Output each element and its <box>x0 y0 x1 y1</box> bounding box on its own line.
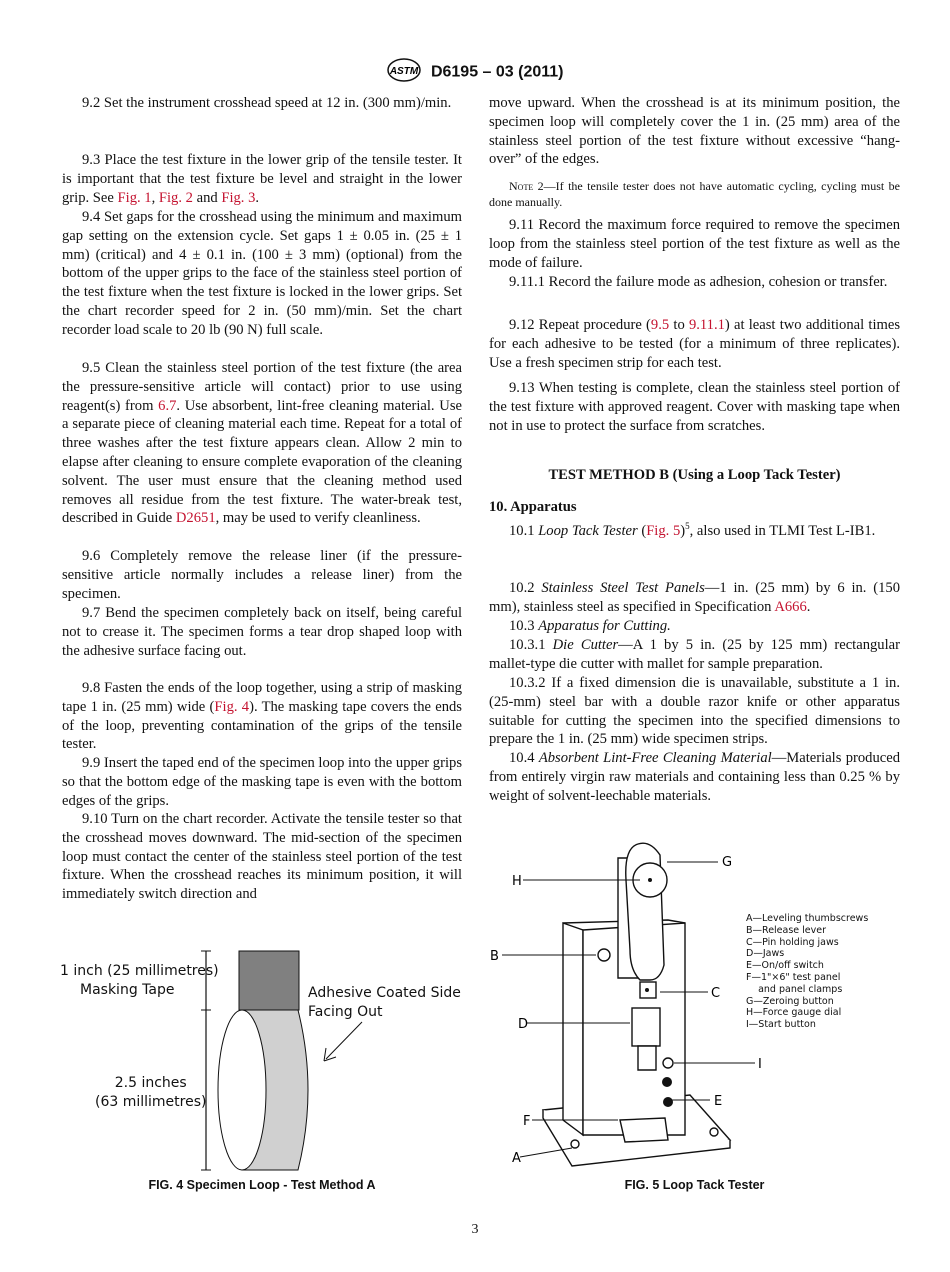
text-run: ). The masking tape covers the ends of the loop, preventing contamination of the grips of the tensile tester. <box>62 698 462 753</box>
section-9-8 <box>62 679 462 754</box>
text-run: —Materials produced from entirely virgin raw materials and containing less than 0.25 % by weight of solvent-leechable materials. <box>489 750 901 804</box>
cross-reference-link[interactable]: 9.11.1 <box>688 317 725 333</box>
text-run: Stainless Steel Test Panels <box>541 580 705 596</box>
callout-f: F <box>523 1114 531 1129</box>
cross-reference-link[interactable]: Fig. 3 <box>221 189 256 206</box>
text-run: 9.8 Fasten the ends of the loop together, using a strip of masking tape 1 in. (25 mm) wide ( <box>62 680 462 715</box>
text-run: , may be used to verify cleanliness. <box>215 510 421 527</box>
adhesive-side-label: Adhesive Coated Side <box>308 985 461 1001</box>
text-run: Loop Tack Tester <box>538 523 638 539</box>
masking-tape-label: Masking Tape <box>80 982 175 998</box>
legend-item: C—Pin holding jaws <box>746 936 839 948</box>
section-9-11-1 <box>489 273 900 292</box>
cross-reference-link[interactable]: Fig. 5 <box>646 523 681 539</box>
section-9-13 <box>489 379 900 435</box>
text-run: 9.11 Record the maximum force required to remove the specimen loop from the stainless steel portion of the test fixture as well as the mode of failure. <box>489 217 900 271</box>
text-run: Note <box>509 179 534 193</box>
astm-logo <box>387 58 421 87</box>
text-run: Die Cutter <box>552 637 619 653</box>
text-run: 9.12 Repeat procedure ( <box>509 317 651 333</box>
callout-g: G <box>722 855 733 870</box>
callout-b: B <box>490 949 499 964</box>
figure-5-legend <box>746 913 868 1031</box>
text-run: Absorbent Lint-Free Cleaning Material <box>538 750 772 766</box>
section-9-3 <box>62 151 462 207</box>
text-run: . <box>806 598 811 615</box>
section-10-3-2 <box>489 674 900 749</box>
legend-item: B—Release lever <box>746 924 827 936</box>
text-run: 9.7 Bend the specimen completely back on itself, being careful not to crease it. The specimen forms a tear drop shaped loop with the adhesive surface facing out. <box>62 605 462 659</box>
section-9-9 <box>62 754 462 810</box>
section-10-2 <box>489 579 900 617</box>
callout-i: I <box>758 1057 762 1072</box>
text-run: ) at least two additional times for each adhesive to be tested (for a minimum of three replicates). Use a fresh specimen strip for each test. <box>489 317 901 371</box>
text-run: —A 1 by 5 in. (25 by 125 mm) rectangular mallet-type die cutter with mallet for sample preparation. <box>489 637 900 672</box>
document-id: D6195 – 03 (2011) <box>430 63 564 81</box>
text-run: 9.11.1 Record the failure mode as adhesion, cohesion or transfer. <box>509 274 888 290</box>
figure-4-specimen-loop <box>40 940 470 1180</box>
text-run: 9.2 Set the instrument crosshead speed at 12 in. (300 mm)/min. <box>82 95 452 111</box>
text-run: 9.10 Turn on the chart recorder. Activate the tensile tester so that the crosshead moves downward. The mid-section of the specimen loop must contact the center of the stainless steel portion of the test fixture. When the crosshead reaches its minimum position, it will immediately switch direction and <box>62 811 462 903</box>
text-run: 5 <box>685 521 690 532</box>
legend-item: D—Jaws <box>746 948 785 960</box>
facing-out-label: Facing Out <box>308 1004 383 1020</box>
text-run: . Use absorbent, lint-free cleaning material. Use a separate piece of cleaning material each time. Repeat for a total of three washes after the test fixture appears clean. Allow 2 min to elapse after cleaning to ensure complete evaporation of the cleaning solvent. The user must ensure that the cleaning method used removes all residue from the test fixture. The water-break test, described in Guide <box>62 397 462 527</box>
text-run: 9.9 Insert the taped end of the specimen loop into the upper grips so that the bottom edge of the masking tape is even with the bottom edges of the grips. <box>62 755 462 809</box>
section-9-2 <box>62 94 462 113</box>
note-2 <box>489 178 900 210</box>
section-9-10 <box>62 810 462 904</box>
svg-text:ASTM: ASTM <box>389 66 418 77</box>
text-run: —1 in. (25 mm) by 6 in. (150 mm), stainless steel as specified in Specification <box>489 580 901 615</box>
text-run: 2—If the tensile tester does not have automatic cycling, cycling must be done manually. <box>489 179 900 209</box>
text-run: 10.3.1 <box>509 637 553 653</box>
text-run: , also used in TLMI Test L-IB1. <box>689 523 876 539</box>
page-header <box>0 58 950 87</box>
legend-item: H—Force gauge dial <box>746 1007 842 1019</box>
text-run: 10.3.2 If a fixed dimension die is unavailable, substitute a 1 in. (25-mm) steel bar with a double razor knife or other apparatus suitable for cutting the specimen into the specified dimensions to prepare the 1 in. (25 mm) wide specimen strips. <box>489 675 900 748</box>
legend-item: E—On/off switch <box>746 960 824 972</box>
figure-5-loop-tack-tester <box>490 820 910 1180</box>
text-run: ) <box>680 523 686 539</box>
text-run: 10.4 <box>509 750 539 766</box>
section-10-3 <box>489 617 900 636</box>
text-run: move upward. When the crosshead is at its minimum position, the specimen loop will completely cover the 1 in. (25 mm) area of the stainless steel portion of the test fixture without excessive “hang-over” of the edges. <box>489 95 900 168</box>
callout-d: D <box>518 1017 529 1032</box>
text-run: 9.4 Set gaps for the crosshead using the minimum and maximum gap setting on the extension cycle. Set gaps 1 ± 0.05 in. (25 ± 1 mm) (critical) and 4 ± 0.1 in. (100 ± 3 mm) (optional) from the bottom of the upper grips to the face of the stainless steel portion of the test fixture when the test fixture is locked in the lower grips. Set the chart recorder speed for 2 in. (50 mm)/min. Set the chart recorder load scale to 20 lb (90 N) full scale. <box>62 209 462 338</box>
page-number: 3 <box>471 1222 479 1237</box>
callout-c: C <box>711 986 721 1001</box>
section-10-1 <box>489 522 900 541</box>
section-9-6 <box>62 547 462 603</box>
text-run: 10.2 <box>509 580 542 596</box>
section-9-10-cont <box>489 94 900 169</box>
cross-reference-link[interactable]: Fig. 2 <box>158 189 193 206</box>
legend-item: and panel clamps <box>746 983 843 995</box>
section-9-4 <box>62 208 462 340</box>
section-9-12 <box>489 316 900 372</box>
text-run: and <box>192 189 222 206</box>
text-run: ( <box>637 523 647 539</box>
text-run: 10.1 <box>509 523 539 539</box>
text-run: , <box>151 189 159 206</box>
section-9-11 <box>489 216 900 272</box>
callout-e: E <box>714 1094 723 1109</box>
callout-h: H <box>512 874 522 889</box>
legend-item: G—Zeroing button <box>746 995 834 1007</box>
cross-reference-link[interactable]: D2651 <box>175 510 216 527</box>
text-run: 9.6 Completely remove the release liner (if the pressure-sensitive article normally includes a release liner) from the specimen. <box>62 548 462 602</box>
loop-length-label: 2.5 inches <box>114 1075 187 1091</box>
text-run: 9.13 When testing is complete, clean the stainless steel portion of the test fixture with approved reagent. Cover with masking tape when not in use to protect the surface from scratches. <box>489 380 900 434</box>
cross-reference-link[interactable]: 6.7 <box>158 397 177 414</box>
legend-item: A—Leveling thumbscrews <box>746 913 869 924</box>
section-9-5 <box>62 359 462 528</box>
cross-reference-link[interactable]: 9.5 <box>650 317 670 333</box>
text-run: Apparatus for Cutting. <box>538 618 671 634</box>
figure-5-caption: FIG. 5 Loop Tack Tester <box>624 1178 765 1192</box>
text-run: TEST METHOD B (Using a Loop Tack Tester) <box>548 467 841 483</box>
section-9-7 <box>62 604 462 660</box>
callout-a: A <box>512 1151 521 1166</box>
cross-reference-link[interactable]: A666 <box>774 598 807 615</box>
figure-4-caption: FIG. 4 Specimen Loop - Test Method A <box>148 1178 376 1192</box>
test-method-b-heading <box>489 466 900 485</box>
cross-reference-link[interactable]: Fig. 1 <box>117 189 152 206</box>
section-10-4 <box>489 749 900 805</box>
cross-reference-link[interactable]: Fig. 4 <box>214 698 250 715</box>
text-run: to <box>669 317 689 333</box>
text-run: . <box>255 189 260 206</box>
text-run: 9.3 Place the test fixture in the lower grip of the tensile tester. It is important that the test fixture be level and straight in the lower grip. See <box>62 152 462 206</box>
text-run: 9.5 Clean the stainless steel portion of the test fixture (the area the pressure-sensitive article will contact) prior to use using reagent(s) from <box>62 360 462 414</box>
legend-item: I—Start button <box>746 1019 816 1031</box>
legend-item: F—1"×6" test panel <box>746 971 841 983</box>
text-run: 10. Apparatus <box>489 499 577 515</box>
loop-length-mm-label: (63 millimetres) <box>95 1094 207 1110</box>
text-run: 10.3 <box>509 618 539 634</box>
section-10-3-1 <box>489 636 900 674</box>
tape-width-label: 1 inch (25 millimetres) <box>60 963 219 979</box>
section-10-heading <box>489 498 900 517</box>
